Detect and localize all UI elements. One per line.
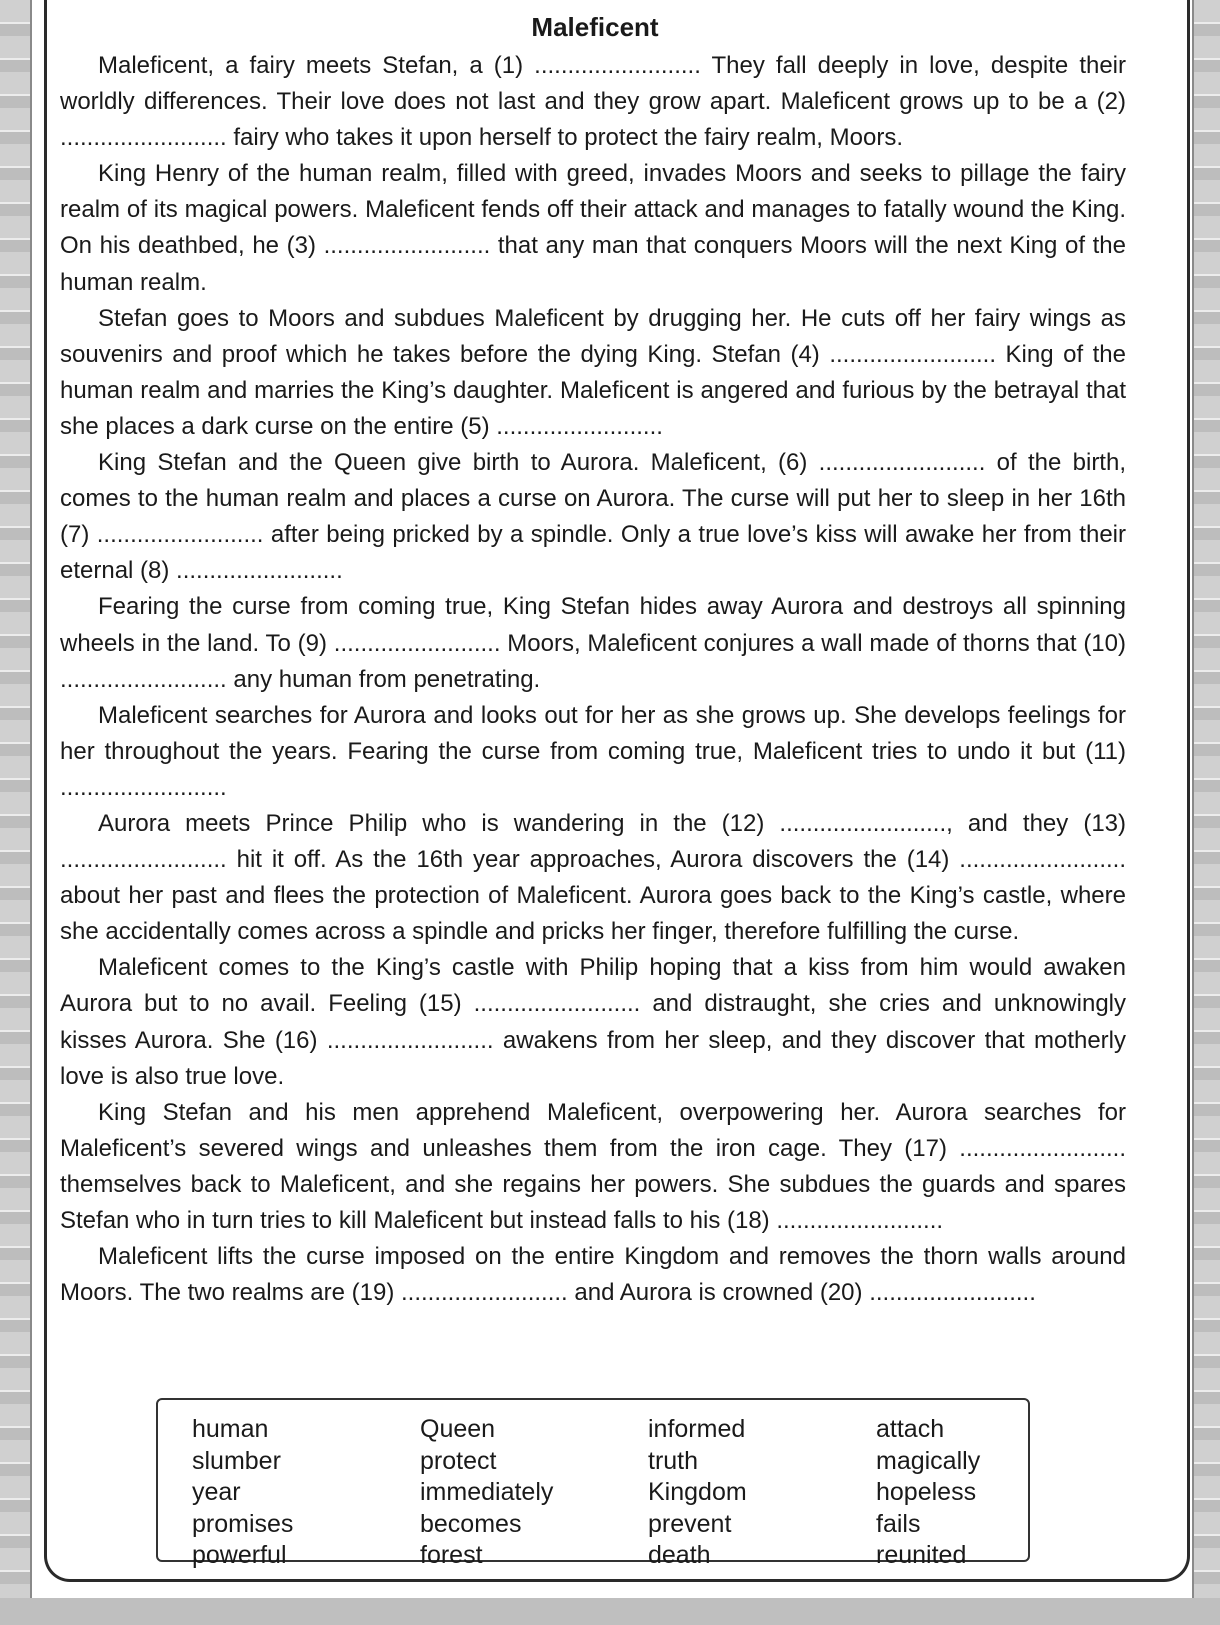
paragraph-9: King Stefan and his men apprehend Maleficent, overpowering her. Aurora searches for Maleficent’s severed wings and unleashes them from the iron cage. They (17) ......................... themselves back to Maleficent, and she regains her powers. She subdues the guards and spares Stefan who in turn tries to kill Maleficent but instead falls to his (18) ......................... [60,1098,1126,1234]
word-bank-item: protect [420,1446,497,1475]
page-title: Maleficent [531,12,659,42]
paragraph-10: Maleficent lifts the curse imposed on the entire Kingdom and removes the thorn walls around Moors. The two realms are (19) ......................... and Aurora is crowned (20) ......................... [60,1243,1126,1307]
paragraph-6: Maleficent searches for Aurora and looks out for her as she grows up. She develops feelings for her throughout the years. Fearing the curse from coming true, Maleficent tries to undo it but (11) ......................... [60,701,1126,801]
word-bank-item: promises [192,1509,294,1538]
left-decorative-border [0,0,32,1625]
word-bank-item: hopeless [876,1478,977,1507]
footer-bar [0,1598,1220,1625]
word-bank-item: forest [420,1541,483,1570]
paragraph-1: Maleficent, a fairy meets Stefan, a (1) ......................... They fall deeply in love, despite their worldly differences. Their love does not last and they grow apart. Maleficent grows up to be a (2) ......................... fairy who takes it upon herself to protect the fairy realm, Moors. [60,52,1126,152]
word-bank-item: slumber [192,1446,281,1475]
right-decorative-border [1192,0,1220,1625]
paragraph-4: King Stefan and the Queen give birth to Aurora. Maleficent, (6) ......................... of the birth, comes to the human realm and places a curse on Aurora. The curse will put her to sleep in her 16th (7) ......................... after being pricked by a spindle. Only a true love’s kiss will awake her from their eternal (8) ......................... [60,449,1126,585]
word-bank-item: year [192,1478,241,1507]
word-bank-item: fails [876,1509,921,1538]
word-bank-item: Queen [420,1415,496,1443]
paragraph-7: Aurora meets Prince Philip who is wandering in the (12) ........................., and they (13) ......................... hit it off. As the 16th year approaches, Aurora discovers the (14) ......................... about her past and flees the protection of Maleficent. Aurora goes back to the King’s castle, where she accidentally comes across a spindle and pricks her finger, therefore fulfilling the curse. [60,809,1126,946]
word-bank-item: prevent [648,1509,732,1538]
word-bank-item: death [648,1541,711,1570]
word-bank-column-3 [648,1414,747,1572]
word-bank-column-4 [876,1414,980,1572]
word-bank-item: attach [876,1415,945,1443]
word-bank-item: truth [648,1446,699,1475]
word-bank-column-1 [192,1414,293,1572]
word-bank-item: human [192,1415,269,1443]
word-bank-item: becomes [420,1509,522,1538]
word-bank-item: magically [876,1446,981,1475]
paragraph-5: Fearing the curse from coming true, King Stefan hides away Aurora and destroys all spinning wheels in the land. To (9) ......................... Moors, Maleficent conjures a wall made of thorns that (10) ......................... any human from penetrating. [60,593,1126,693]
word-bank-column-2 [420,1414,553,1572]
word-bank-item: Kingdom [648,1478,747,1507]
paragraph-8: Maleficent comes to the King’s castle with Philip hoping that a kiss from him would awaken Aurora but to no avail. Feeling (15) ......................... and distraught, she cries and unknowingly kisses Aurora. She (16) ......................... awakens from her sleep, and they discover that motherly love is also true love. [60,954,1126,1090]
exercise-text [60,48,1126,1311]
word-bank-item: immediately [420,1478,554,1507]
word-bank-item: informed [648,1415,746,1443]
word-bank [156,1398,1030,1570]
word-bank-item: powerful [192,1541,287,1570]
paragraph-2: King Henry of the human realm, filled with greed, invades Moors and seeks to pillage the fairy realm of its magical powers. Maleficent fends off their attack and manages to fatally wound the King. On his deathbed, he (3) ......................... that any man that conquers Moors will the next King of the human realm. [60,160,1126,296]
word-bank-item: reunited [876,1541,967,1570]
paragraph-3: Stefan goes to Moors and subdues Maleficent by drugging her. He cuts off her fairy wings as souvenirs and proof which he takes before the dying King. Stefan (4) ......................... King of the human realm and marries the King’s daughter. Maleficent is angered and furious by the betrayal that she places a dark curse on the entire (5) ......................... [60,304,1126,440]
